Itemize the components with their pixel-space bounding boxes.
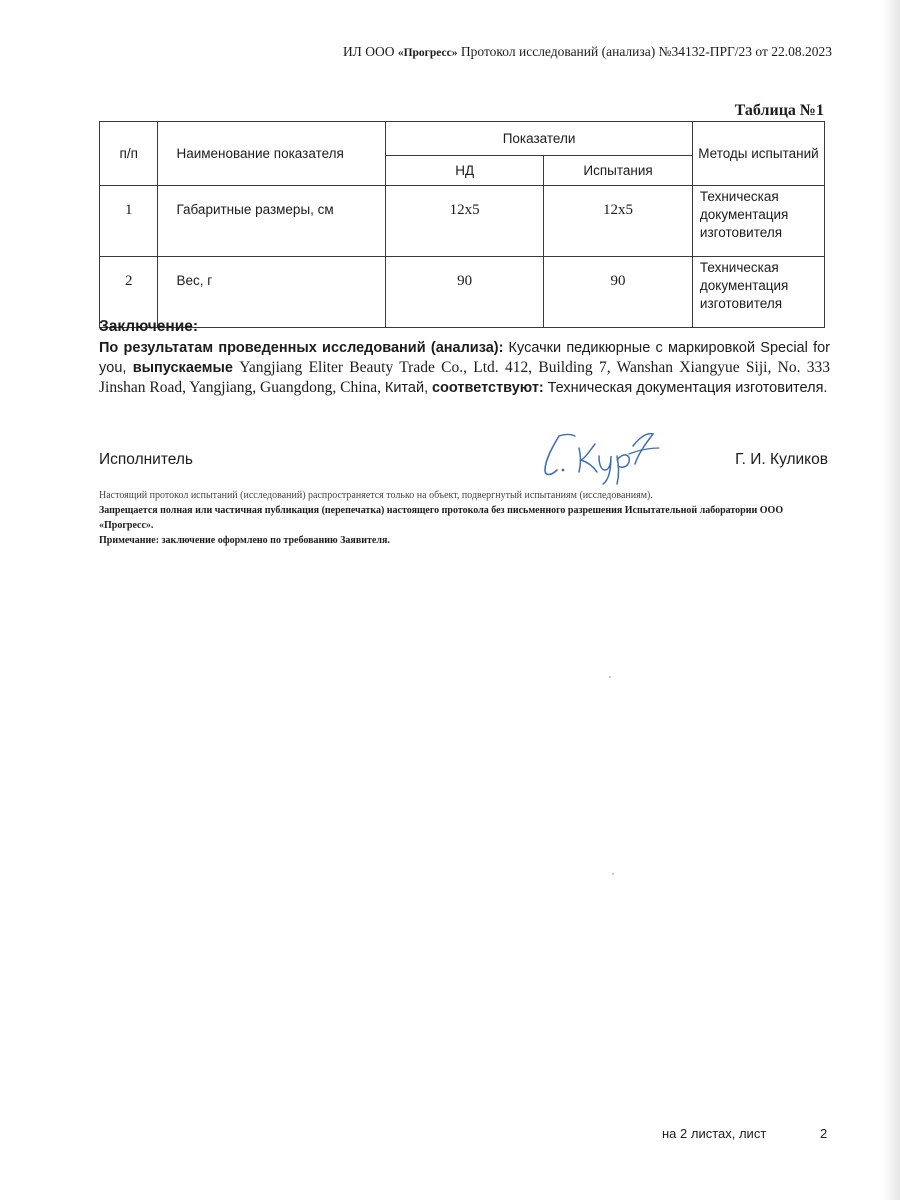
conclusion-section (99, 318, 830, 398)
row-nd-value: 90 (386, 257, 544, 328)
row-method (692, 186, 824, 257)
conclusion-conform-label: соответствуют: (431, 380, 544, 396)
conclusion-product: Кусачки педикюрные с маркировкой Special for you, (99, 340, 831, 376)
method-line: Техническая (699, 260, 779, 275)
row-test-value: 90 (544, 257, 693, 328)
table-row (100, 257, 825, 328)
header-test: Испытания (544, 156, 693, 186)
header-methods: Методы испытаний (692, 122, 824, 186)
note-publication: Запрещается полная или частичная публикация (перепечатка) настоящего протокола без письменного разрешения Испытательной лаборатории ООО «Прогресс». (99, 505, 784, 531)
page-edge-shadow (882, 0, 900, 1200)
header-org: «Прогресс» (397, 47, 458, 59)
header-num: п/п (100, 122, 158, 186)
conclusion-conform: Техническая документация изготовителя. (547, 380, 828, 396)
header-protocol-text: Протокол исследований (анализа) №34132-ПРГ/23 от 22.08.2023 (460, 44, 832, 59)
signer-name: Г. И. Куликов (735, 451, 828, 468)
method-line: изготовителя (699, 225, 783, 240)
executor-label: Исполнитель (99, 451, 193, 468)
handwritten-signature (535, 426, 665, 486)
row-nd-value: 12х5 (386, 186, 544, 257)
protocol-notes (99, 488, 829, 548)
conclusion-country: Китай, (384, 380, 429, 396)
row-name: Габаритные размеры, см (158, 186, 386, 257)
row-method (692, 257, 824, 328)
method-line: Техническая (699, 189, 779, 204)
footer-page-number: 2 (820, 1126, 828, 1141)
document-header (120, 44, 832, 60)
conclusion-lead: По результатам проведенных исследований (анализа): (99, 340, 504, 356)
note-scope: Настоящий протокол испытаний (исследований) распространяется только на объект, подвергнутый испытаниям (исследованиям). (99, 490, 653, 501)
header-prefix: ИЛ ООО (342, 44, 395, 59)
method-line: документация (699, 278, 789, 293)
header-name: Наименование показателя (158, 122, 386, 186)
note-remark: Примечание: заключение оформлено по требованию Заявителя. (99, 535, 390, 546)
header-indicators: Показатели (386, 122, 693, 156)
header-nd: НД (386, 156, 544, 186)
table-caption: Таблица №1 (734, 102, 824, 119)
row-num: 2 (100, 257, 158, 328)
conclusion-maker: Yangjiang Eliter Beauty Trade Co., Ltd. 412, Building 7, Wanshan Xiangyue Siji, No. 333 Jinshan Road, Yangjiang, Guangdong, China, (99, 359, 831, 396)
method-line: изготовителя (699, 296, 783, 311)
footer-sheets: на 2 листах, лист (662, 1126, 767, 1141)
table-header-row (100, 122, 825, 156)
method-line: документация (699, 207, 789, 222)
scan-speck (612, 873, 614, 875)
results-table (99, 121, 825, 328)
table-row (100, 186, 825, 257)
row-test-value: 12х5 (544, 186, 693, 257)
scan-speck (609, 676, 611, 678)
conclusion-title: Заключение: (99, 318, 199, 335)
conclusion-text (99, 338, 830, 398)
row-num: 1 (100, 186, 158, 257)
conclusion-maker-label: выпускаемые (132, 360, 233, 376)
row-name: Вес, г (158, 257, 386, 328)
